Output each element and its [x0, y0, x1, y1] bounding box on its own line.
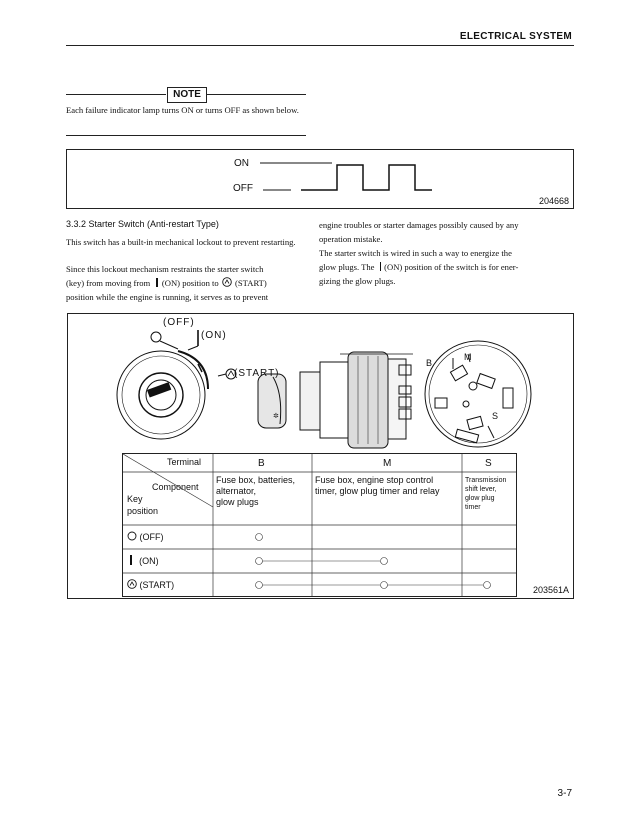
waveform-figure-number: 204668 — [538, 196, 569, 206]
key-position-header-1: Key — [127, 494, 143, 504]
col-terminal-m: M — [383, 458, 392, 469]
on-bar-icon — [380, 262, 382, 271]
col2-on-position-text: (ON) position of the switch is for ener- — [384, 262, 519, 272]
col2-line-3: The starter switch is wired in such a way to energize the — [319, 248, 512, 258]
col-terminal-b: B — [258, 458, 265, 469]
off-circle-icon — [127, 531, 137, 541]
col-s-component-2: shift lever, — [465, 486, 497, 493]
section-paragraph-2-line-1: Since this lockout mechanism restraints the starter switch — [66, 264, 264, 274]
row-start-label: (START) — [139, 580, 175, 590]
start-key-icon — [222, 277, 232, 287]
waveform-off-label: OFF — [233, 183, 253, 194]
diagram-figure-number: 203561A — [532, 585, 569, 595]
col2-line-4 — [319, 261, 571, 275]
para-key-from-text: (key) from moving from — [66, 278, 151, 288]
section-paragraph-2-line-2 — [66, 277, 307, 291]
page-number: 3-7 — [557, 788, 572, 799]
lamp-waveform-signal — [67, 150, 573, 208]
row-start — [127, 579, 174, 591]
note-rule-left — [66, 94, 166, 95]
col-s-component-1: Transmission — [465, 477, 507, 484]
on-bar-icon — [156, 278, 158, 287]
col-b-components — [216, 475, 310, 508]
terminal-m-label: M — [464, 352, 472, 362]
note-label: NOTE — [167, 87, 207, 103]
row-on — [127, 555, 159, 567]
row-off-label: (OFF) — [139, 532, 164, 542]
col-s-component-3: glow plug — [465, 495, 495, 502]
note-rule-bottom — [66, 135, 306, 136]
component-header: Component — [152, 482, 199, 492]
page-header-title: ELECTRICAL SYSTEM — [459, 31, 572, 42]
col2-line-1: engine troubles or starter damages possibly caused by any — [319, 220, 519, 230]
col2-line-5: gizing the glow plugs. — [319, 276, 396, 286]
terminal-table — [122, 453, 517, 597]
starter-switch-diagram — [67, 313, 574, 599]
col-s-components — [465, 476, 515, 512]
off-position-label: (OFF) — [163, 317, 195, 328]
col-m-component-1: Fuse box, engine stop control — [315, 475, 434, 485]
col-b-component-2: alternator, — [216, 486, 257, 496]
para-start-text: (START) — [235, 278, 267, 288]
col2-line-2: operation mistake. — [319, 234, 383, 244]
note-text: Each failure indicator lamp turns ON or turns OFF as shown below. — [66, 105, 299, 115]
col-m-component-2: timer, glow plug timer and relay — [315, 486, 440, 496]
key-position-header-2: position — [127, 506, 159, 516]
section-title: 3.3.2 Starter Switch (Anti-restart Type) — [66, 219, 219, 229]
row-on-label: (ON) — [139, 556, 159, 566]
on-position-label: (ON) — [201, 330, 227, 341]
on-bar-icon — [130, 555, 132, 565]
row-off — [127, 531, 164, 543]
col-s-component-4: timer — [465, 504, 481, 511]
terminal-header: Terminal — [167, 457, 202, 467]
lamp-waveform-figure — [66, 149, 574, 209]
section-paragraph-2-line-3: position while the engine is running, it serves as to prevent — [66, 292, 269, 302]
terminal-b-label: B — [426, 358, 433, 368]
col-b-component-1: Fuse box, batteries, — [216, 475, 296, 485]
waveform-on-label: ON — [234, 158, 249, 169]
note-rule-right — [207, 94, 306, 95]
terminal-s-label: S — [492, 411, 499, 421]
col-m-components — [315, 475, 461, 497]
para-on-position-text: (ON) position to — [161, 278, 219, 288]
start-key-icon — [127, 579, 137, 589]
col-terminal-s: S — [485, 458, 492, 469]
svg-text:✲: ✲ — [273, 413, 279, 420]
col2-glow-text: glow plugs. The — [319, 262, 375, 272]
section-paragraph-1: This switch has a built-in mechanical lockout to prevent restarting. — [66, 237, 296, 247]
start-position-label: (START) — [234, 368, 280, 379]
col-b-component-3: glow plugs — [216, 497, 259, 507]
header-rule — [66, 45, 574, 46]
